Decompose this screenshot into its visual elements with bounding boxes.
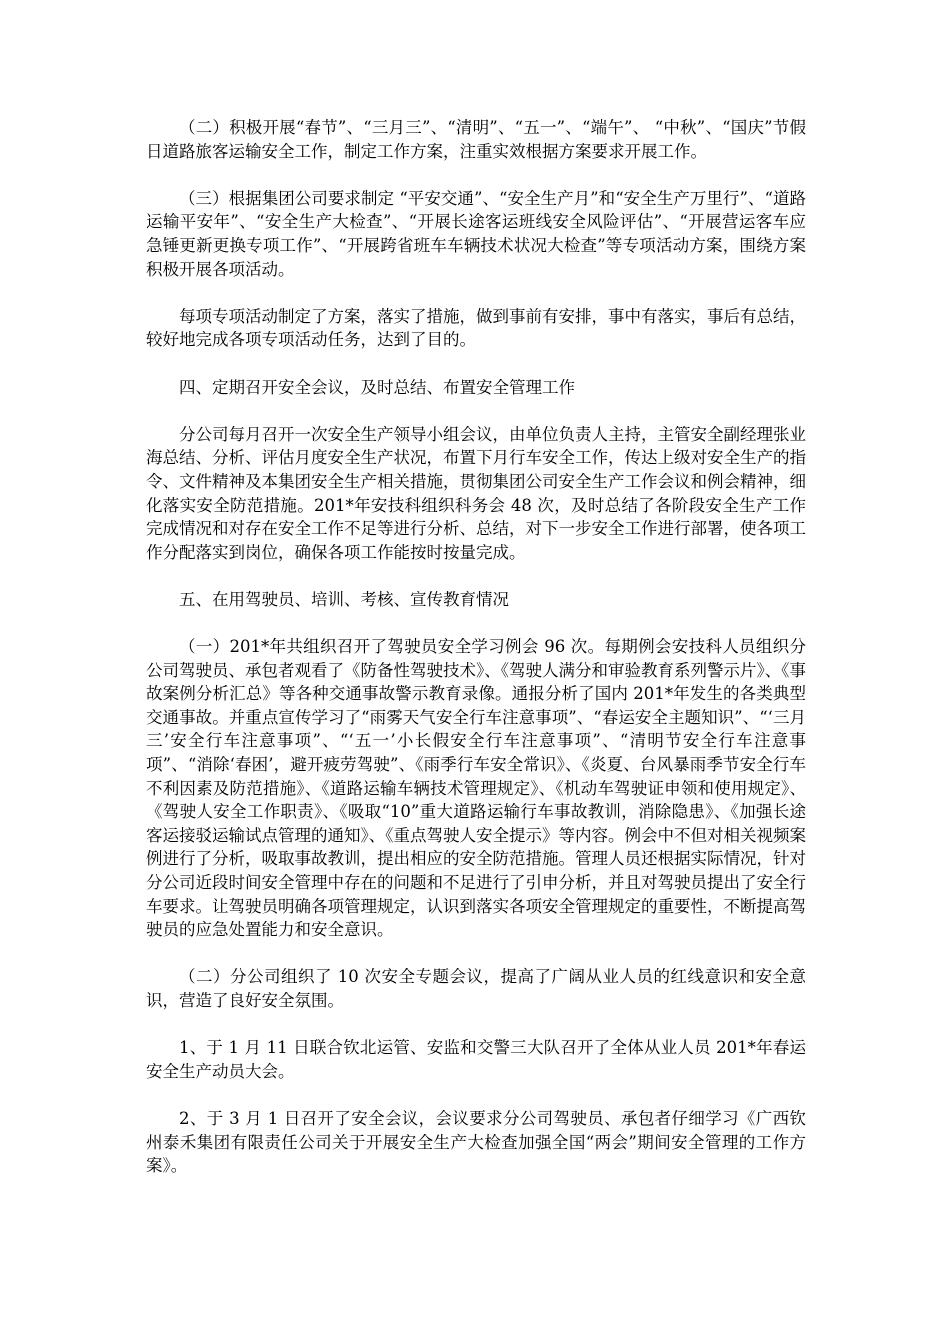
section-heading-safety-meetings: 四、定期召开安全会议，及时总结、布置安全管理工作	[179, 377, 575, 397]
paragraph-monthly-meetings: 分公司每月召开一次安全生产领导小组会议，由单位负责人主持，主管安全副经理张业海总结、分析、评估月度安全生产状况，布置下月行车安全工作，传达上级对安全生产的指令、文件精神及本集团安全生产相关措施，贯彻集团公司安全生产工作会议和例会精神，细化落实安全防范措施。201*年安技科组织科务会 48 次，及时总结了各阶段安全生产工作完成情况和对存在安全工作不足等进行分析、总结，对下一步安全工作进行部署，使各项工作分配落实到岗位，确保各项工作能按时按量完成。	[146, 424, 806, 562]
paragraph-special-topic-meetings: （二）分公司组织了 10 次安全专题会议，提高了广阔从业人员的红线意识和安全意识，营造了良好安全氛围。	[146, 967, 806, 1010]
list-item-meeting-2: 2、于 3 月 1 日召开了安全会议，会议要求分公司驾驶员、承包者仔细学习《广西钦州泰禾集团有限责任公司关于开展安全生产大检查加强全国“两会”期间安全管理的工作方案》。	[146, 1108, 806, 1176]
paragraph-campaign-summary: 每项专项活动制定了方案，落实了措施，做到事前有安排，事中有落实，事后有总结，较好地完成各项专项活动任务，达到了目的。	[146, 306, 806, 350]
document-body	[146, 116, 806, 1178]
paragraph-special-campaigns: （三）根据集团公司要求制定 “平安交通”、“安全生产月”和“安全生产万里行”、“道路运输平安年”、“安全生产大检查”、“开展长途客运班线安全风险评估”、“开展营运客车应急锤更新更换专项工作”、“开展跨省班车车辆技术状况大检查”等专项活动方案，围绕方案积极开展各项活动。	[146, 188, 806, 279]
section-heading-driver-training: 五、在用驾驶员、培训、考核、宣传教育情况	[179, 589, 509, 609]
paragraph-driver-study-meetings: （一）201*年共组织召开了驾驶员安全学习例会 96 次。每期例会安技科人员组织分公司驾驶员、承包者观看了《防备性驾驶技术》、《驾驶人满分和审验教育系列警示片》、《事故案例分析汇总》等各种交通事故警示教育录像。通报分析了国内 201*年发生的各类典型交通事故。并重点宣传学习了“雨雾天气安全行车注意事项”、“春运安全主题知识”、“‘三月三’安全行车注意事项”、“‘五一’小长假安全行车注意事项”、“清明节安全行车注意事项”、“消除‘春困’，避开疲劳驾驶”、《雨季行车安全常识》、《炎夏、台风暴雨季节安全行车不利因素及防范措施》、《道路运输车辆技术管理规定》、《机动车驾驶证申领和使用规定》、《驾驶人安全工作职责》、《吸取“10”重大道路运输行车事故教训，消除隐患》、《加强长途客运接驳运输试点管理的通知》、《重点驾驶人安全提示》等内容。例会中不但对相关视频案例进行了分析，吸取事故教训，提出相应的安全防范措施。管理人员还根据实际情况，针对分公司近段时间安全管理中存在的问题和不足进行了引申分析，并且对驾驶员提出了安全行车要求。让驾驶员明确各项管理规定，认识到落实各项安全管理规定的重要性，不断提高驾驶员的应急处置能力和安全意识。	[146, 637, 806, 940]
list-item-meeting-1: 1、于 1 月 11 日联合钦北运管、安监和交警三大队召开了全体从业人员 201*年春运安全生产动员大会。	[146, 1038, 806, 1081]
paragraph-holiday-safety: （二）积极开展“春节”、“三月三”、“清明”、“五一”、“端午”、 “中秋”、“国庆”节假日道路旅客运输安全工作，制定工作方案，注重实效根据方案要求开展工作。	[146, 118, 806, 161]
